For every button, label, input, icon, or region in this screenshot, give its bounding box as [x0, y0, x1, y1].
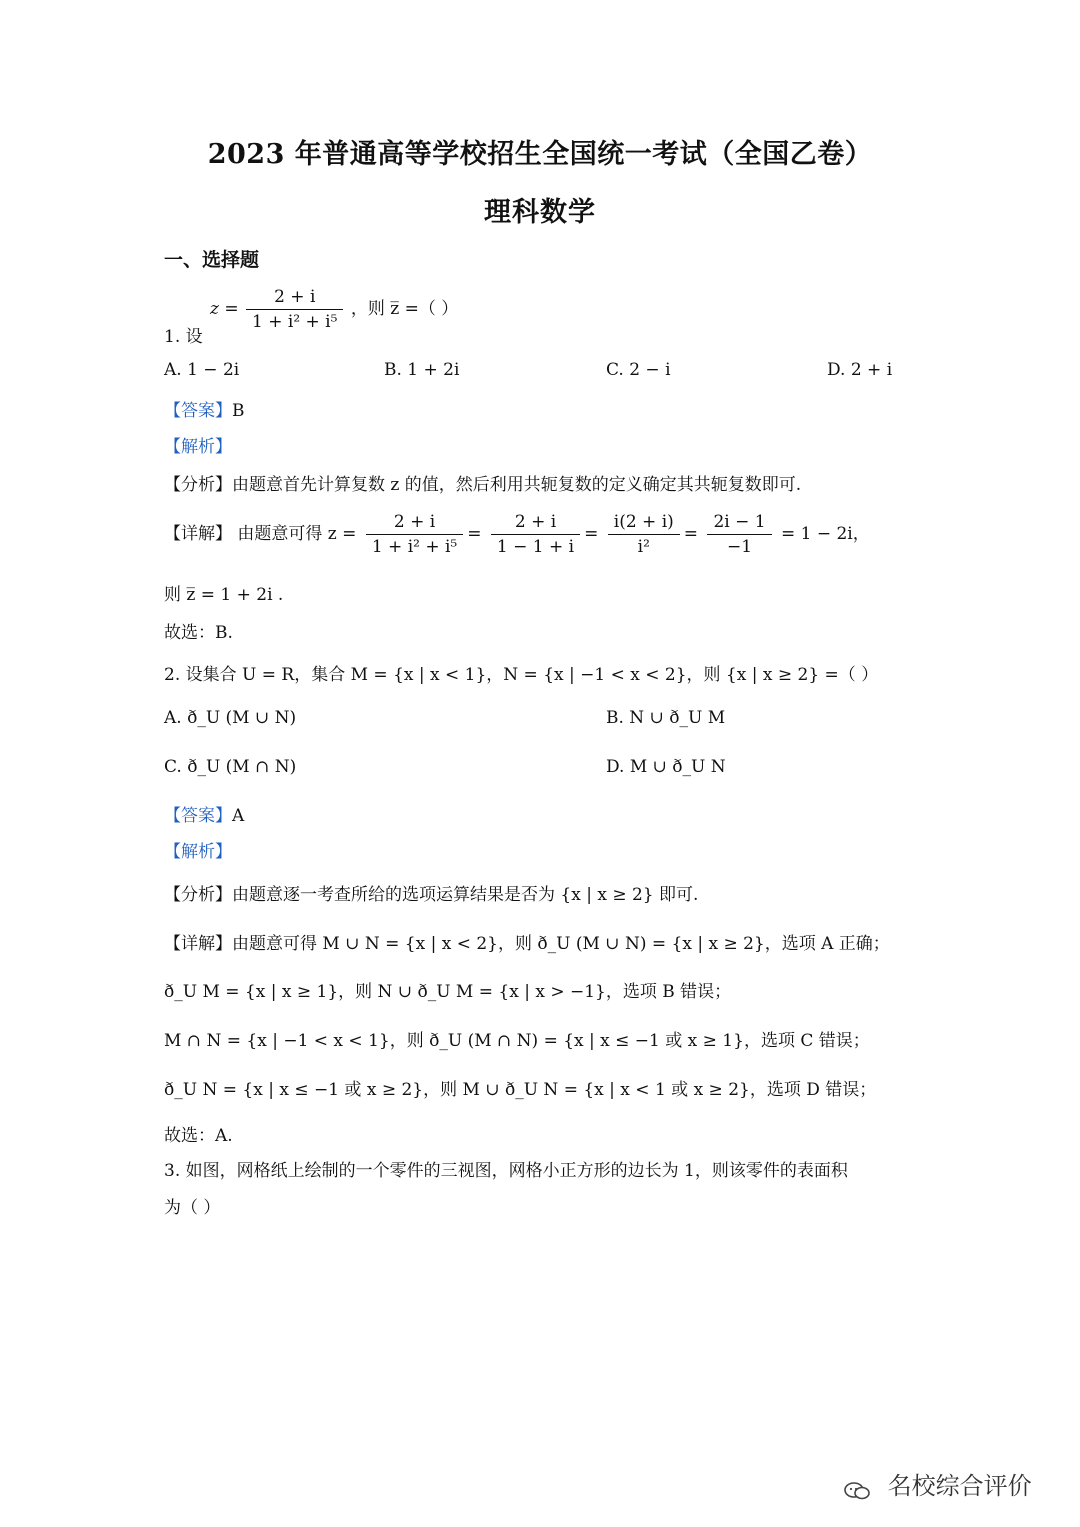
q2-fenxi-label: 【分析】	[164, 885, 232, 905]
q1-xj-tail: = 1 − 2i，	[780, 524, 870, 544]
q1-analysis-line	[164, 432, 232, 457]
q1-answer-line	[164, 396, 245, 421]
q1-options	[164, 360, 924, 386]
page-title: 2023 年普通高等学校招生全国统一考试（全国乙卷）	[207, 139, 873, 170]
q2-xiangjie-label: 【详解】	[164, 934, 232, 954]
q2-answer-line	[164, 801, 244, 826]
q2-option-d: D. M ∪ ð_U N	[606, 757, 726, 777]
q1-xiangjie-pre: 由题意可得 z =	[237, 524, 357, 544]
q1-xj-f1-den: 1 + i² + i⁵	[371, 537, 458, 557]
watermark	[844, 1466, 1032, 1501]
q2-analysis-line	[164, 837, 232, 862]
q1-fraction	[246, 287, 343, 332]
q1-xj-frac-3	[608, 512, 680, 557]
q1-option-b: B. 1 + 2i	[384, 360, 460, 380]
q1-xj-f3-num: i(2 + i)	[608, 512, 680, 535]
q3-stem-line-1: 3. 如图，网格纸上绘制的一个零件的三视图，网格小正方形的边长为 1，则该零件的表面积	[164, 1161, 848, 1181]
q1-xj-frac-2	[491, 512, 580, 557]
q1-stem	[164, 322, 203, 347]
q2-answer-label: 【答案】	[164, 806, 232, 826]
q1-z-eq: z =	[210, 299, 239, 319]
q1-prefix: 1. 设	[164, 327, 203, 347]
q1-xj-frac-4	[707, 512, 771, 557]
q1-xj-f2-num: 2 + i	[491, 512, 580, 535]
section-heading: 一、选择题	[164, 249, 260, 271]
q1-xj-f4-den: −1	[726, 537, 753, 557]
q2-xiangjie-line-4: ð_U N = {x | x ≤ −1 或 x ≥ 2}，则 M ∪ ð_U N = {x | x < 1 或 x ≥ 2}，选项 D 错误；	[164, 1080, 877, 1100]
q1-xiangjie-line: 【详解】 由题意可得 z = $\frac{2 + i}{\text{1 + i² + i⁵}}$ = $\frac{2 + i}{1 - 1 + i}$ = $\frac{i(2 + i)}{\text{i²}}$ = $\frac{2i - 1}{-1}$ = 1 − 2i，	[164, 512, 870, 557]
q2-option-a: A. ð_U (M ∪ N)	[164, 708, 297, 728]
q2-xiangjie-line-1	[164, 929, 890, 954]
q1-xj-f4-num: 2i − 1	[707, 512, 771, 535]
q1-fenxi-label: 【分析】	[164, 475, 232, 495]
q1-option-c: C. 2 − i	[606, 360, 671, 380]
q2-fenxi-line	[164, 880, 698, 905]
q2-stem: 2. 设集合 U = R，集合 M = {x | x < 1}，N = {x | −1 < x < 2}，则 {x | x ≥ 2} =（ ）	[164, 665, 879, 685]
q1-answer-label: 【答案】	[164, 401, 232, 421]
q1-suffix: ，则 z̅ =（ ）	[350, 299, 459, 319]
q1-fenxi: 由题意首先计算复数 z 的值，然后利用共轭复数的定义确定其共轭复数即可.	[232, 475, 802, 495]
q2-option-b: B. N ∪ ð_U M	[606, 708, 726, 728]
q2-analysis-label: 【解析】	[164, 842, 232, 862]
q1-xj-f2-den: 1 − 1 + i	[496, 537, 575, 557]
q2-xiangjie-line-3: M ∩ N = {x | −1 < x < 1}，则 ð_U (M ∩ N) = {x | x ≤ −1 或 x ≥ 1}，选项 C 错误；	[164, 1031, 870, 1051]
q2-option-c: C. ð_U (M ∩ N)	[164, 757, 297, 777]
q1-choose-line: 故选：B.	[164, 623, 233, 643]
q2-fenxi: 由题意逐一考查所给的选项运算结果是否为 {x | x ≥ 2} 即可.	[232, 885, 699, 905]
q2-options-row2	[164, 757, 924, 783]
q1-xj-f1-num: 2 + i	[366, 512, 463, 535]
q1-answer: B	[232, 401, 245, 421]
q1-then-line: 则 z̅ = 1 + 2i .	[164, 585, 284, 605]
watermark-text: 名校综合评价	[887, 1472, 1032, 1500]
page-subtitle: 理科数学	[484, 197, 596, 228]
q2-choose-line: 故选：A.	[164, 1126, 233, 1146]
q2-xiangjie-line-2: ð_U M = {x | x ≥ 1}，则 N ∪ ð_U M = {x | x > −1}，选项 B 错误；	[164, 982, 732, 1002]
q1-xj-frac-1	[366, 512, 463, 557]
q1-option-a: A. 1 − 2i	[164, 360, 240, 380]
q1-analysis-label: 【解析】	[164, 437, 232, 457]
q2-answer: A	[232, 806, 245, 826]
q1-fenxi-line	[164, 470, 801, 495]
q1-frac-num: 2 + i	[246, 287, 343, 310]
q2-options-row1	[164, 708, 924, 734]
wechat-icon	[844, 1478, 870, 1496]
q1-xj-f3-den: i²	[637, 537, 650, 557]
q1-xiangjie-label: 【详解】	[164, 524, 232, 544]
q3-stem-line-2: 为（ ）	[164, 1198, 221, 1218]
q1-option-d: D. 2 + i	[827, 360, 893, 380]
q1-expression	[210, 287, 458, 332]
q1-frac-den: 1 + i² + i⁵	[252, 312, 338, 332]
q2-xiangjie-1: 由题意可得 M ∪ N = {x | x < 2}，则 ð_U (M ∪ N) = {x | x ≥ 2}，选项 A 正确；	[232, 934, 890, 954]
